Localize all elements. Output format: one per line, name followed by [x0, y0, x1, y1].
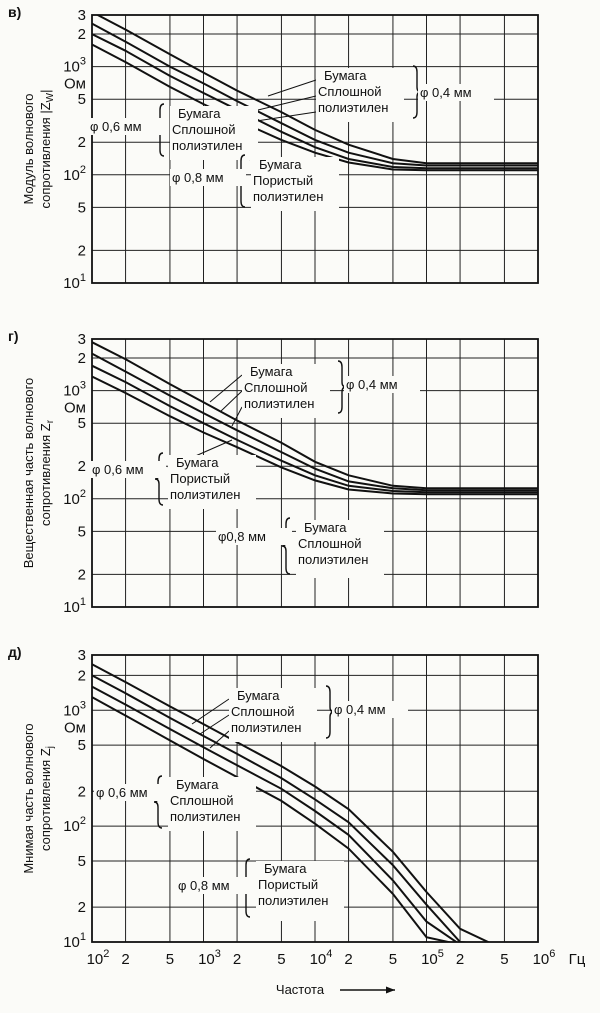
panel-2 [8, 328, 538, 616]
diameter-label: φ 0,4 мм [334, 702, 386, 717]
annotation-text: Бумага [176, 777, 219, 792]
y-tick-label: $10^1$ [63, 931, 86, 951]
y-axis-label: Мнимая часть волнового [21, 723, 36, 874]
y-tick-label: 5 [77, 415, 86, 433]
y-unit-label: Ом [64, 75, 86, 93]
y-tick-label: 5 [77, 91, 86, 109]
y-tick-label: 2 [77, 458, 86, 476]
x-tick-label: $10^3$ [198, 948, 221, 968]
y-unit-label: Ом [64, 399, 86, 417]
annotation-text: Сплошной [231, 704, 295, 719]
diameter-label: φ 0,8 мм [178, 878, 230, 893]
grid [92, 15, 538, 283]
y-tick-label: $10^2$ [63, 487, 86, 508]
panel-label: г) [8, 328, 19, 344]
y-tick-label: $10^1$ [63, 596, 86, 616]
x-tick-label: 2 [121, 951, 130, 968]
panel-1 [8, 4, 538, 292]
diameter-label: φ 0,6 мм [90, 119, 142, 134]
annotation-text: Пористый [170, 471, 231, 486]
annotation-text: Бумага [237, 688, 280, 703]
y-axis-label-2: сопротивления $|Z_W|$ [38, 89, 56, 209]
y-tick-label: 2 [77, 26, 86, 44]
panel-label: в) [8, 4, 22, 20]
x-tick-label: 5 [388, 951, 398, 968]
annotation-text: Бумага [264, 861, 307, 876]
y-axis-label: Модуль волнового [21, 93, 36, 205]
y-tick-label: $10^1$ [63, 272, 86, 292]
x-tick-label: 2 [232, 951, 242, 968]
annotation-text: Бумага [176, 455, 219, 470]
annotation-text: полиэтилен [258, 893, 329, 908]
y-tick-label: 2 [77, 899, 86, 917]
y-tick-label: 5 [77, 523, 86, 541]
annotation-text: Сплошной [172, 122, 236, 137]
annotation-text: Сплошной [298, 536, 362, 551]
annotation-text: Бумага [259, 157, 302, 172]
annotation-text: Бумага [304, 520, 347, 535]
y-tick-label: 3 [77, 647, 86, 664]
annotation-text: Пористый [253, 173, 314, 188]
annotation-text: Бумага [250, 364, 293, 379]
brace [154, 776, 162, 828]
diameter-label: φ 0,4 мм [420, 85, 472, 100]
x-axis-label: Частота [275, 982, 325, 997]
annotation-pointer [192, 699, 229, 724]
annotation-text: полиэтилен [172, 138, 243, 153]
y-tick-label: 5 [77, 737, 86, 755]
y-tick-label: $10^3$ [63, 379, 86, 400]
x-axis-ticks [87, 948, 586, 968]
annotation-pointer [220, 391, 242, 412]
y-tick-label: $10^2$ [63, 163, 86, 184]
annotation-text: полиэтилен [170, 487, 241, 502]
y-tick-label: 5 [77, 853, 86, 871]
x-tick-label: 5 [500, 951, 509, 968]
y-axis-label-2: сопротивления $Z_j$ [38, 746, 56, 851]
annotation-text: Бумага [324, 68, 367, 83]
y-tick-label: 3 [77, 7, 86, 24]
y-tick-label: 2 [77, 134, 86, 152]
y-tick-label: $10^3$ [63, 55, 86, 76]
y-tick-label: 2 [77, 667, 86, 685]
diameter-label: φ 0,4 мм [346, 377, 398, 392]
y-tick-label: 5 [77, 199, 86, 217]
y-tick-label: 2 [77, 242, 86, 260]
brace [282, 518, 290, 574]
y-axis-label-2: сопротивления $Z_r$ [38, 419, 56, 527]
y-tick-label: $10^3$ [63, 699, 86, 720]
annotation-text: полиэтилен [253, 189, 324, 204]
x-tick-label: 2 [455, 951, 465, 968]
y-tick-label: 2 [77, 350, 86, 368]
x-tick-label: $10^4$ [309, 948, 333, 968]
y-unit-label: Ом [64, 719, 86, 737]
annotation-text: Сплошной [170, 793, 234, 808]
annotation-text: полиэтилен [170, 809, 241, 824]
annotation-text: Бумага [178, 106, 221, 121]
x-tick-label: 5 [277, 951, 286, 968]
y-tick-label: $10^2$ [63, 815, 86, 836]
annotation-text: полиэтилен [244, 396, 315, 411]
y-axis-label: Вещественная часть волнового [21, 377, 36, 569]
x-tick-label: 5 [165, 951, 175, 968]
annotation-pointer [268, 80, 316, 96]
y-tick-label: 3 [77, 331, 86, 348]
annotation-pointer [258, 96, 316, 110]
y-tick-label: 2 [77, 566, 86, 584]
panel-label: д) [8, 644, 22, 660]
arrow-head-icon [386, 987, 395, 994]
diameter-label: φ0,8 мм [218, 529, 266, 544]
annotation-text: Пористый [258, 877, 319, 892]
y-tick-label: 2 [77, 783, 86, 801]
annotation-text: полиэтилен [298, 552, 369, 567]
panel-3 [8, 644, 538, 951]
diameter-label: φ 0,6 мм [96, 785, 148, 800]
annotation-text: полиэтилен [231, 720, 302, 735]
diameter-label: φ 0,6 мм [92, 462, 144, 477]
x-unit-label: Гц [568, 951, 586, 968]
x-tick-label: $10^2$ [86, 948, 110, 968]
diameter-label: φ 0,8 мм [172, 170, 224, 185]
x-tick-label: 2 [344, 951, 353, 968]
annotation-text: Сплошной [318, 84, 382, 99]
x-tick-label: $10^6$ [532, 948, 556, 968]
x-tick-label: $10^5$ [421, 948, 444, 968]
annotation-text: Сплошной [244, 380, 308, 395]
annotation-text: полиэтилен [318, 100, 389, 115]
brace [155, 453, 163, 505]
